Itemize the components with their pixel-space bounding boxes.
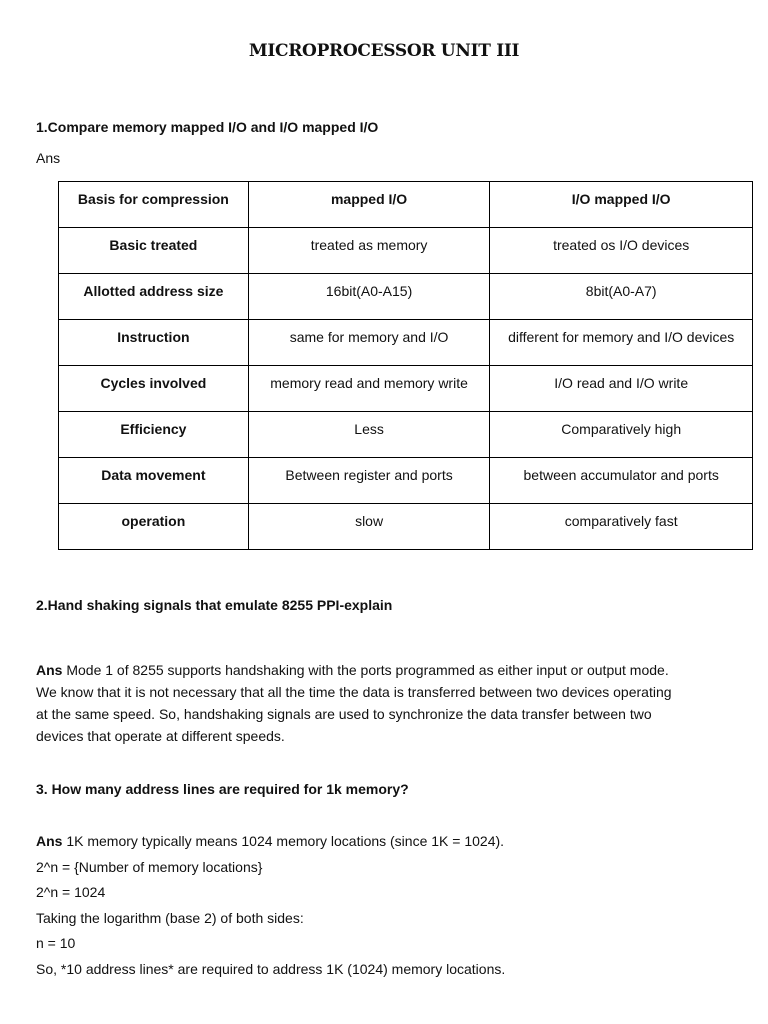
answer-2-text: Mode 1 of 8255 supports handshaking with the ports programmed as either input or output mode. xyxy=(62,662,669,678)
table-cell: 16bit(A0-A15) xyxy=(248,274,490,320)
answer-2-line: devices that operate at different speeds. xyxy=(36,728,285,744)
table-cell: 8bit(A0-A7) xyxy=(490,274,753,320)
answer-3-label: Ans xyxy=(36,833,63,849)
table-row xyxy=(59,458,753,504)
table-row xyxy=(59,228,753,274)
answer-1-label: Ans xyxy=(36,150,61,166)
table-cell: Between register and ports xyxy=(248,458,490,504)
document-title: MICROPROCESSOR UNIT III xyxy=(248,41,520,61)
answer-2-line xyxy=(36,659,736,681)
table-cell: I/O read and I/O write xyxy=(490,366,753,412)
table-row xyxy=(59,412,753,458)
table-row xyxy=(59,366,753,412)
table-cell: same for memory and I/O xyxy=(248,320,490,366)
table-cell: Less xyxy=(248,412,490,458)
table-cell: Comparatively high xyxy=(490,412,753,458)
answer-3-line: 2^n = {Number of memory locations} xyxy=(36,858,263,875)
table-row-label: Efficiency xyxy=(59,412,249,458)
answer-2-label: Ans xyxy=(36,662,63,678)
question-2: 2.Hand shaking signals that emulate 8255 PPI-explain xyxy=(36,597,393,613)
table-header-cell: Basis for compression xyxy=(59,182,249,228)
answer-3 xyxy=(36,829,736,982)
answer-2-line: We know that it is not necessary that all the time the data is transferred between two devices operating xyxy=(36,684,672,700)
table-row-label: operation xyxy=(59,504,249,550)
table-cell: comparatively fast xyxy=(490,504,753,550)
table-cell: between accumulator and ports xyxy=(490,458,753,504)
table-row-label: Instruction xyxy=(59,320,249,366)
table-cell: memory read and memory write xyxy=(248,366,490,412)
answer-3-line: n = 10 xyxy=(36,935,76,951)
table-cell: slow xyxy=(248,504,490,550)
table-cell: treated os I/O devices xyxy=(490,228,753,274)
answer-2 xyxy=(36,659,736,747)
answer-3-line xyxy=(36,829,736,855)
table-row-label: Data movement xyxy=(59,458,249,504)
table-row xyxy=(59,504,753,550)
table-row xyxy=(59,320,753,366)
table-cell: treated as memory xyxy=(248,228,490,274)
table-row-label: Basic treated xyxy=(59,228,249,274)
table-cell: different for memory and I/O devices xyxy=(490,320,753,366)
question-3: 3. How many address lines are required for 1k memory? xyxy=(36,781,409,797)
answer-3-line: Taking the logarithm (base 2) of both sides: xyxy=(36,909,304,926)
comparison-table xyxy=(58,181,753,550)
answer-3-line: So, *10 address lines* are required to address 1K (1024) memory locations. xyxy=(36,960,506,977)
table-row xyxy=(59,274,753,320)
answer-3-text: 1K memory typically means 1024 memory locations (since 1K = 1024). xyxy=(62,833,505,849)
table-row-label: Cycles involved xyxy=(59,366,249,412)
answer-2-line: at the same speed. So, handshaking signals are used to synchronize the data transfer between two xyxy=(36,706,652,722)
answer-3-line: 2^n = 1024 xyxy=(36,884,106,900)
table-header-row xyxy=(59,182,753,228)
table-header-cell: mapped I/O xyxy=(248,182,490,228)
table-header-cell: I/O mapped I/O xyxy=(490,182,753,228)
table-row-label: Allotted address size xyxy=(59,274,249,320)
question-1: 1.Compare memory mapped I/O and I/O mapped I/O xyxy=(36,119,379,135)
